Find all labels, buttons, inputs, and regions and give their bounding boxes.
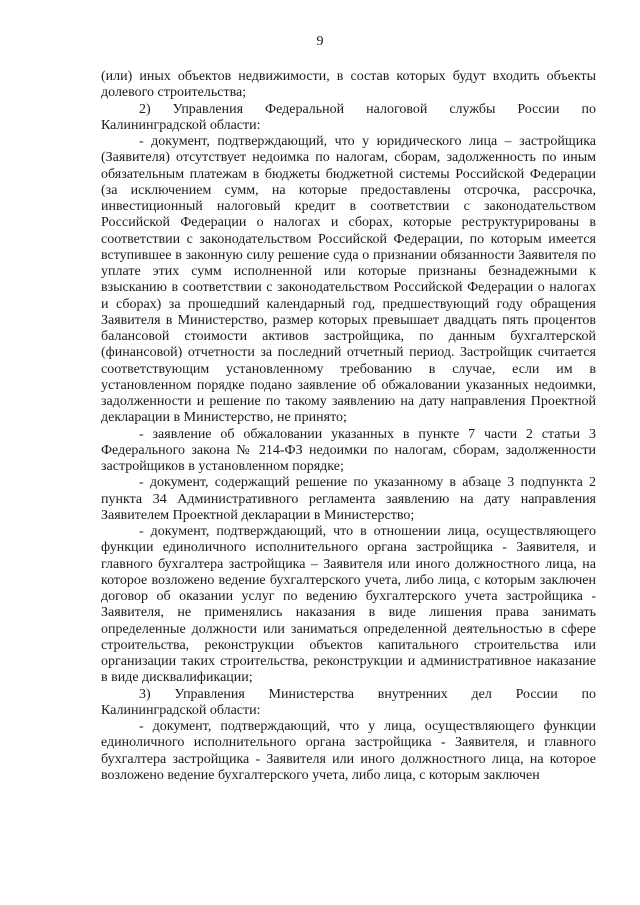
paragraph-item-2-tax-service: 2) Управления Федеральной налоговой службы России по Калининградской области: (101, 101, 596, 133)
paragraph-criminal-record-document: - документ, подтверждающий, что у лица, осуществляющего функции единоличного исполнительного органа застройщика - Заявителя, и главного бухгалтера застройщика - Заявителя или иного должностного лица, на которое возложено ведение бухгалтерского учета, либо лица, с которым заключен (101, 719, 596, 783)
paragraph-appeal-statement: - заявление об обжаловании указанных в пункте 7 части 2 статьи 3 Федерального закона № 214-ФЗ недоимки по налогам, сборам, задолженности застройщиков в установленном порядке; (101, 426, 596, 474)
paragraph-item-3-interior-ministry: 3) Управления Министерства внутренних дел России по Калининградской области: (101, 686, 596, 718)
paragraph-no-penalties-document: - документ, подтверждающий, что в отношении лица, осуществляющего функции единоличного исполнительного органа застройщика - Заявителя, и главного бухгалтера застройщика – Заявителя или иного должностного лица, на которое возложено ведение бухгалтерского учета, либо лица, с которым заключен договор об оказании услуг по ведению бухгалтерского учета застройщика - Заявителя, не применялись наказания в виде лишения права занимать определенные должности или заниматься определенной деятельностью в сфере строительства, реконструкции объектов капитального строительства или организации таких строительства, реконструкции и административное наказание в виде дисквалификации; (101, 524, 596, 686)
paragraph-decision-document: - документ, содержащий решение по указанному в абзаце 3 подпункта 2 пункта 34 Административного регламента заявлению на дату направления Заявителем Проектной декларации в Министерство; (101, 475, 596, 523)
document-body (101, 69, 596, 784)
paragraph-tax-debt-document: - документ, подтверждающий, что у юридического лица – застройщика (Заявителя) отсутствует недоимка по налогам, сборам, задолженность по иным обязательным платежам в бюджеты бюджетной системы Российской Федерации (за исключением сумм, на которые предоставлены отсрочка, рассрочка, инвестиционный налоговый кредит в соответствии с законодательством Российской Федерации о налогах и сборах, которые реструктурированы в соответствии с законодательством Российской Федерации, по которым имеется вступившее в законную силу решение суда о признании обязанности Заявителя по уплате этих сумм исполненной или которые признаны безнадежными к взысканию в соответствии с законодательством Российской Федерации о налогах и сборах) за прошедший календарный год, предшествующий году обращения Заявителя в Министерство, размер которых превышает двадцать пять процентов балансовой стоимости активов застройщика, по данным бухгалтерской (финансовой) отчетности за последний отчетный период. Застройщик считается соответствующим установленному требованию в случае, если им в установленном порядке подано заявление об обжаловании указанных недоимки, задолженности и решение по такому заявлению на дату направления Проектной декларации в Министерство, не принято; (101, 134, 596, 426)
page-number: 9 (316, 34, 324, 49)
paragraph-continuation: (или) иных объектов недвижимости, в состав которых будут входить объекты долевого строительства; (101, 69, 596, 101)
